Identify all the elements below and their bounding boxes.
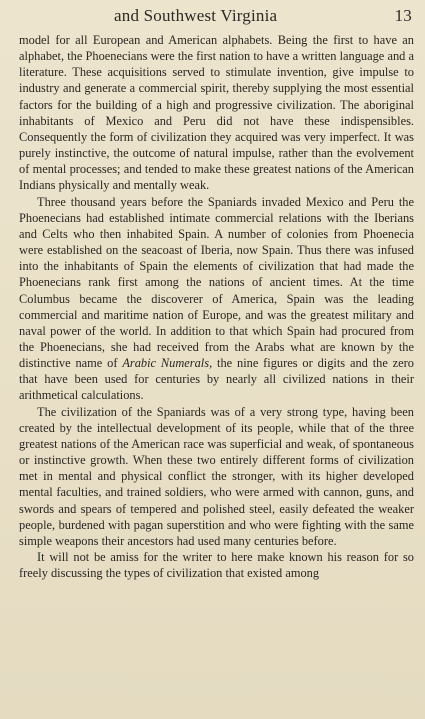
paragraph-2-text-before: Three thousand years before the Spaniards invaded Mexico and Peru the Phoenecians had established intimate commercial relations with the Iberians and Celts who then inhabited Spain. A number of colonies from Phoenecia were established on the seacoast of Iberia, now Spain. Thus there was infused into the inhabitants of Spain the elements of civilization that had made the Phoenecians rank first among the nations of ancient times. At the time Columbus became the discoverer of America, Spain was the leading commercial and maritime nation of Europe, and was the greatest military and naval power of the world. In addition to that which Spain had procured from the Phoenecians, she had received from the Arabs what are known by the distinctive name of (19, 194, 414, 371)
paragraph-3: The civilization of the Spaniards was of a very strong type, having been created by the intellectual development of its people, while that of the three greatest nations of the American race was superficial and weak, of spontaneous or instinctive growth. When these two entirely different forms of civilization met in mental and physical conflict the stronger, with its higher developed mental faculties, and trained soldiers, who were armed with cannon, guns, and swords and spears of tempered and polished steel, easily defeated the weaker people, burdened with pagan superstition and who were fighting with the same simple weapons their ancestors had used many centuries before. (19, 404, 414, 548)
paragraph-1: model for all European and American alphabets. Being the first to have an alphabet, the Phoenecians were the first nation to have a written language and a literature. These acquisitions served to stimulate invention, give impulse to industry and generate a commercial spirit, thereby supplying the most essential factors for the building of a high and progressive civilization. The aboriginal inhabitants of Mexico and Peru did not have these indispensibles. Consequently the form of civilization they acquired was very imperfect. It was purely instinctive, the outcome of natural impulse, rather than the evolvement of mental processes; and tended to make these greatest nations of the American Indians physically and mentally weak. (19, 33, 414, 193)
running-title: and Southwest Virginia (114, 6, 278, 25)
paragraph-2-text-after: the nine figures or digits and the zero that have been used for centuries by nearly all civilized nations in their arithmetical calculations. (19, 356, 414, 403)
body-text (19, 32, 414, 581)
paragraph-2 (19, 194, 414, 404)
paragraph-4: It will not be amiss for the writer to here make known his reason for so freely discussing the types of civilization that existed among (19, 550, 414, 581)
running-header (19, 6, 414, 32)
arabic-numerals-italic: Arabic Numerals, (122, 356, 213, 371)
page-number: 13 (394, 6, 412, 25)
